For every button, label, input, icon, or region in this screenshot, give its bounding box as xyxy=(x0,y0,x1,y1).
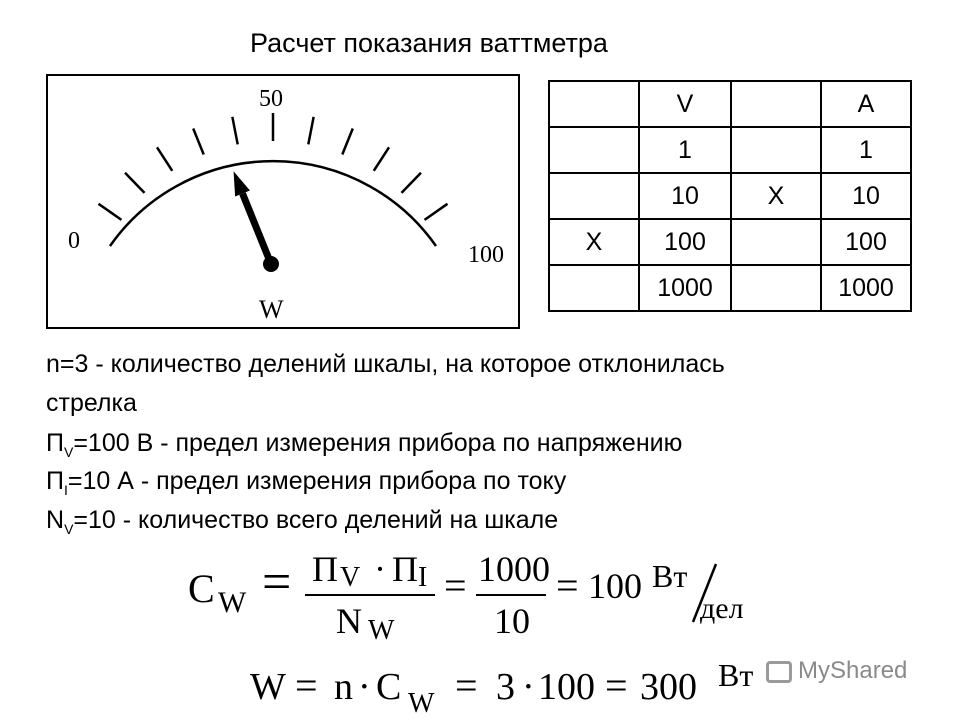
slide-title: Расчет показания ваттметра xyxy=(250,28,608,58)
formula2-dot-2: · xyxy=(522,666,535,708)
table-cell: 1 xyxy=(821,127,911,173)
table-cell: 10 xyxy=(821,173,911,219)
table-cell: A xyxy=(821,81,911,127)
formula2-c: C xyxy=(376,666,402,708)
table-cell: X xyxy=(731,173,821,219)
formula1-num-b-sub: I xyxy=(418,562,428,593)
formula1-num-a: П xyxy=(312,549,338,589)
formula1-result: 100 xyxy=(588,566,642,606)
formula2-lhs: W xyxy=(250,666,286,708)
formula2-n: n xyxy=(334,666,353,708)
scale-label-mid: 50 xyxy=(259,86,283,112)
formula2-dot: · xyxy=(358,666,371,708)
meter-unit-letter: W xyxy=(259,295,284,324)
table-cell: 100 xyxy=(821,219,911,265)
formula1-equals: = xyxy=(262,554,292,611)
description-line-2: стрелка xyxy=(46,389,137,417)
scale-label-min: 0 xyxy=(68,228,80,254)
formula1-unit-top: Вт xyxy=(652,558,688,594)
formula1-equals-3: = xyxy=(556,563,579,608)
table-cell: V xyxy=(639,81,731,127)
scale-label-max: 100 xyxy=(468,242,504,268)
formula1-equals-2: = xyxy=(444,563,467,608)
description-line-1: n=3 - количество делений шкалы, на которое отклонилась xyxy=(46,350,725,378)
table-cell: X xyxy=(549,219,639,265)
formula1-lhs: C xyxy=(188,566,215,611)
formula2-c-sub: W xyxy=(408,688,435,719)
description-line-3: $П_V=100$ В - предел измерения прибора по напряжению xyxy=(46,429,683,460)
formula2-equals: = xyxy=(295,663,318,708)
table-cell: 1000 xyxy=(821,265,911,311)
formula2-unit: Вт xyxy=(718,657,754,693)
formula1-den-2: 10 xyxy=(494,601,530,641)
formula2-equals-2: = xyxy=(455,663,478,708)
table-cell: 10 xyxy=(639,173,731,219)
formula1-num-2: 1000 xyxy=(478,549,550,589)
presentation-icon xyxy=(766,661,792,683)
formula1-num-b: П xyxy=(392,549,418,589)
formula1-unit-bottom: дел xyxy=(700,592,744,625)
formula1-lhs-sub: W xyxy=(218,586,247,619)
watermark xyxy=(766,657,907,685)
watermark-text: MyShared xyxy=(798,657,908,684)
formula1-den: N xyxy=(336,601,362,641)
formula1-den-sub: W xyxy=(368,615,395,646)
formula2-equals-3: = xyxy=(605,663,628,708)
description-line-4: $П_I=10$ А - предел измерения прибора по току xyxy=(46,467,567,498)
formula2-val-b: 100 xyxy=(538,666,595,708)
table-cell: 100 xyxy=(639,219,731,265)
formula1-dot: · xyxy=(374,549,386,589)
table-cell: 1 xyxy=(639,127,731,173)
formula1-num-a-sub: V xyxy=(340,562,361,593)
formula2-result: 300 xyxy=(640,666,697,708)
description-line-5: $N_V=10$ - количество всего делений на шкале xyxy=(46,506,559,537)
formula2-val-a: 3 xyxy=(496,666,515,708)
table-cell: 1000 xyxy=(639,265,731,311)
